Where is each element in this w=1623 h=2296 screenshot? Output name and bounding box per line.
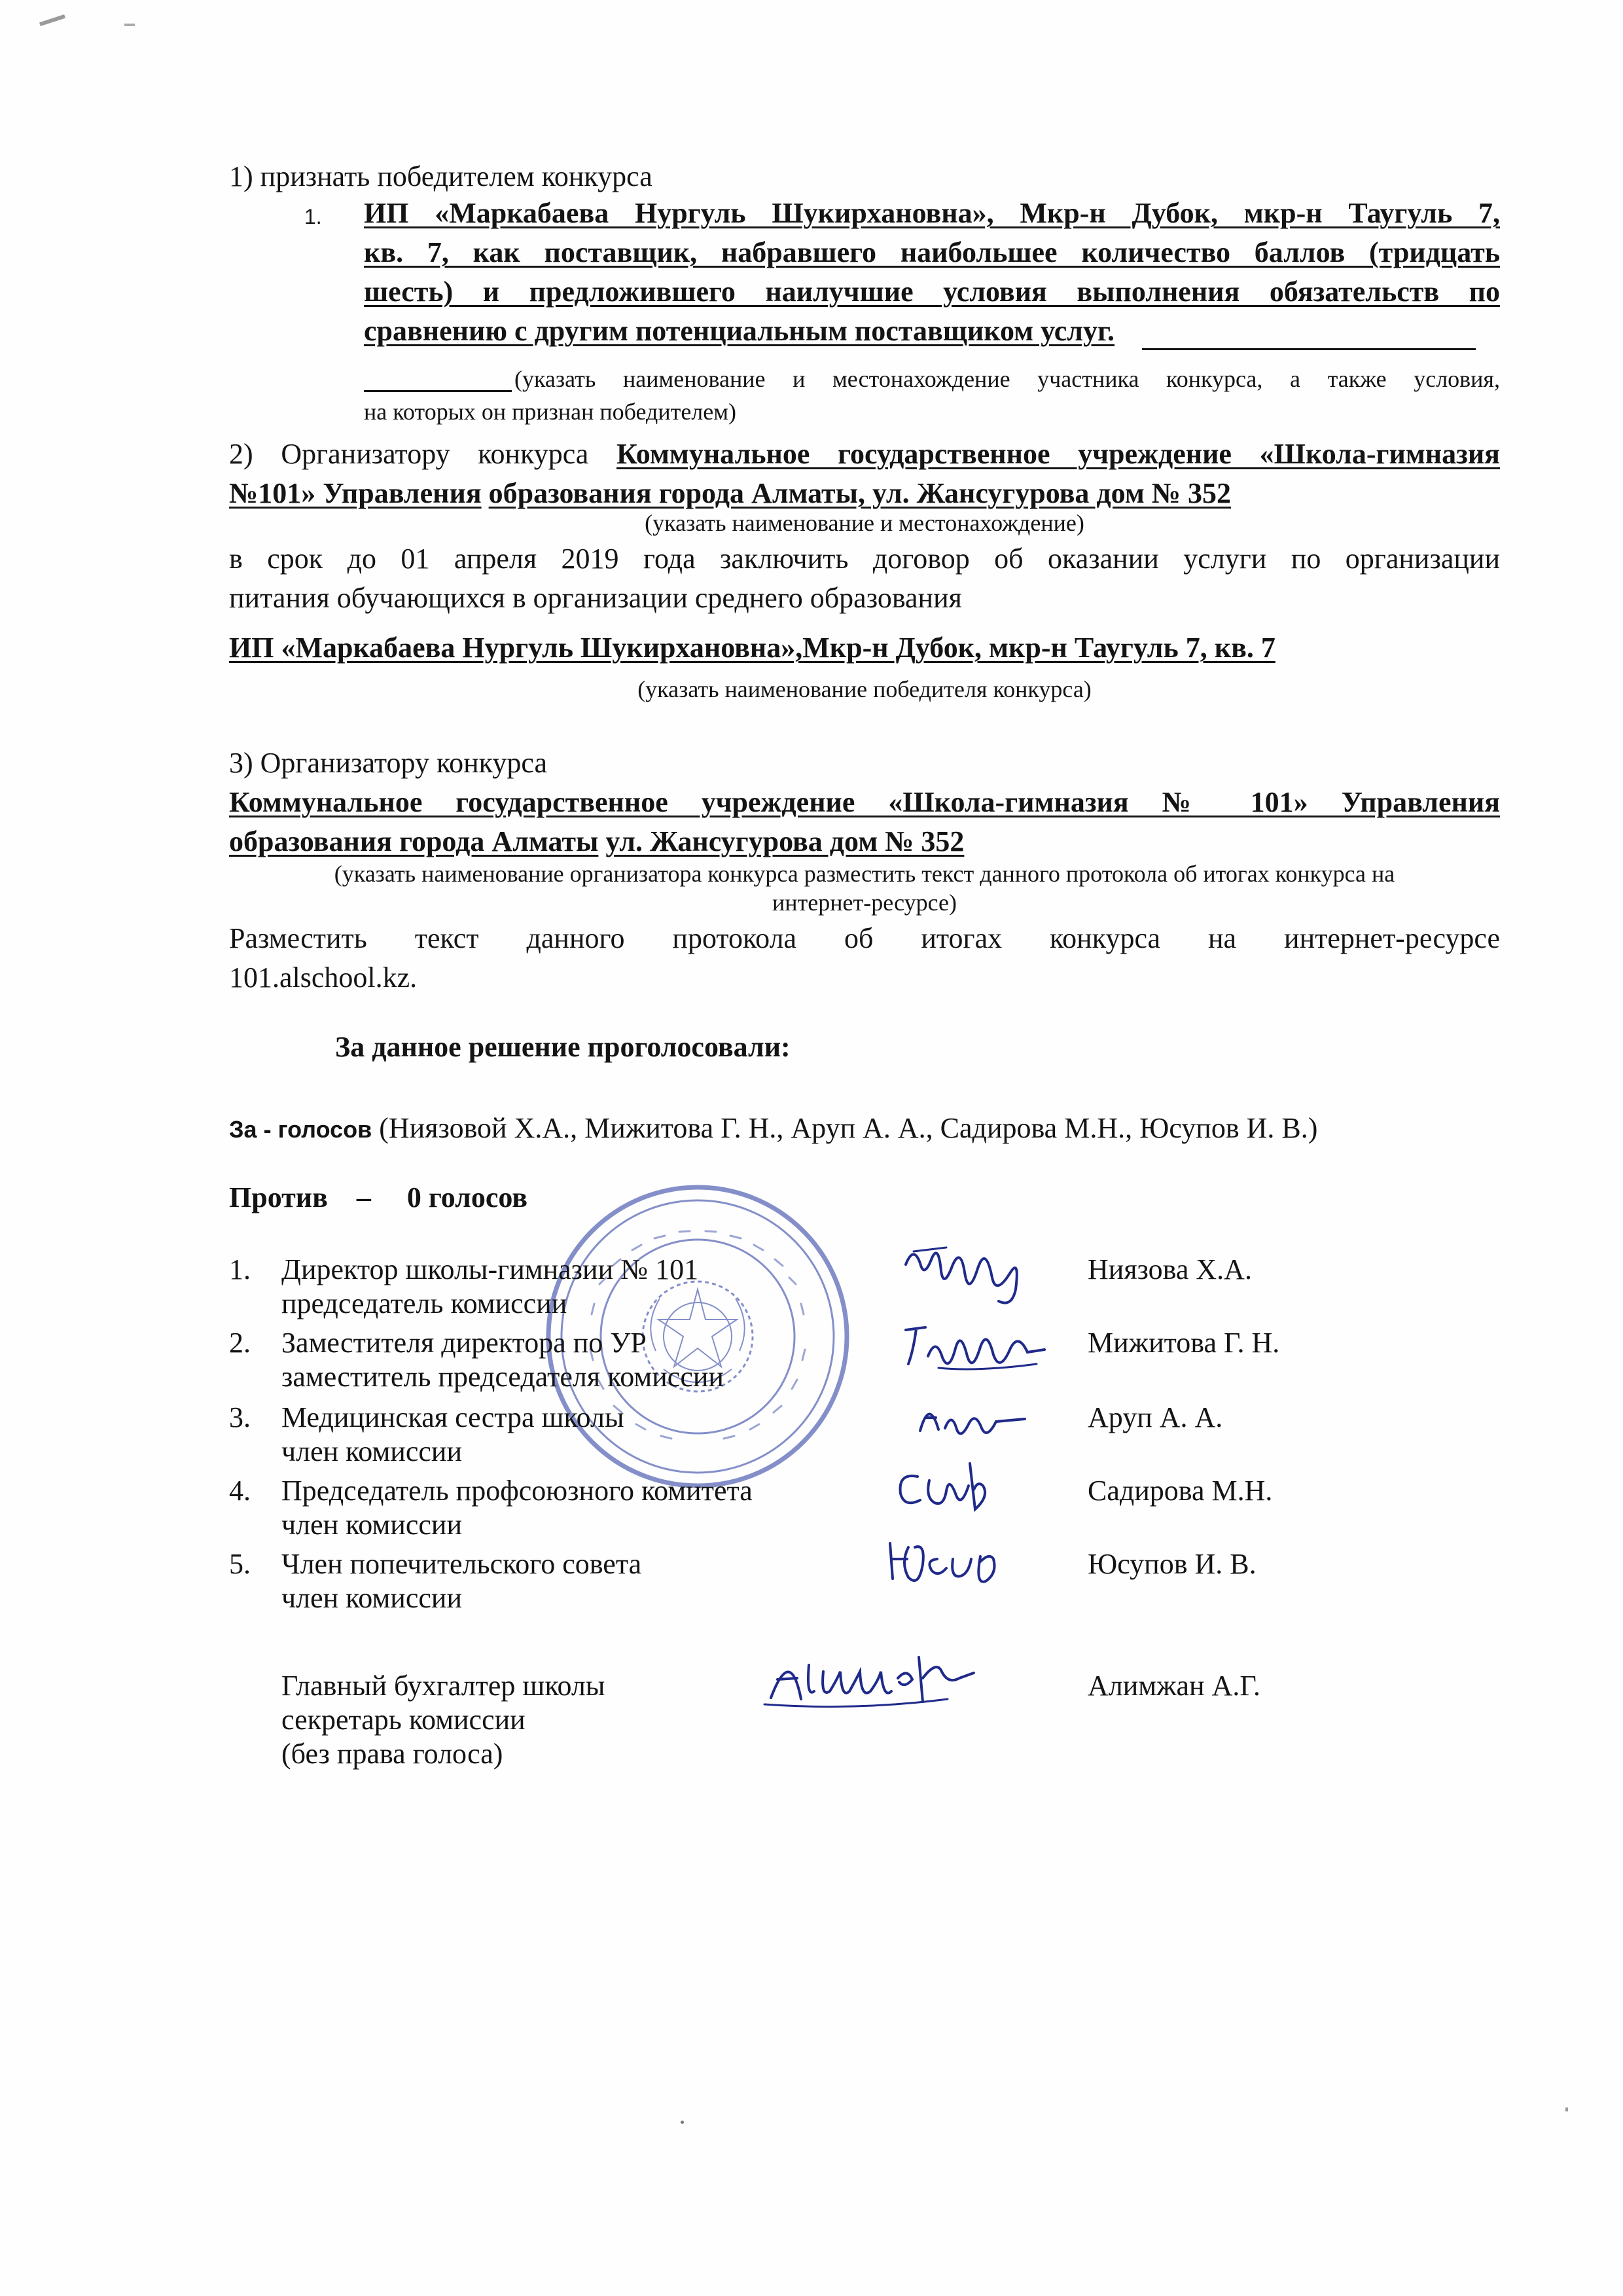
signature-number: 3. [229, 1401, 251, 1433]
item2-organizer-line-1: Коммунальное государственное учреждение «Школа-гимназия [616, 438, 1500, 470]
scan-speck [1565, 2108, 1568, 2111]
handwritten-signature [914, 1391, 1031, 1444]
item1-sub-number: 1. [304, 205, 322, 228]
item2-winner-row [229, 628, 1275, 668]
fill-underline [1142, 348, 1476, 350]
fill-underline-short [364, 390, 512, 392]
signature-role-line-1: Председатель профсоюзного комитета [281, 1475, 753, 1507]
hint-3: (указать наименование победителя конкурса) [637, 676, 1092, 702]
item2-label: 2) Организатору конкурса [229, 438, 617, 470]
signature-role-line-2: заместитель председателя комиссии [281, 1361, 724, 1393]
signature-role-line-2: председатель комиссии [281, 1287, 567, 1319]
signature-number: 2. [229, 1327, 251, 1359]
voting-heading: За данное решение проголосовали: [335, 1031, 791, 1063]
item2-text-line-2: питания обучающихся в организации среднего образования [229, 582, 962, 614]
voting-against: Против – 0 голосов [229, 1181, 528, 1213]
winner-line-4-row [364, 312, 1476, 351]
signature-role [281, 1401, 870, 1469]
signature-name: Аруп А. А. [1088, 1401, 1223, 1433]
voting-for-names: (Ниязовой Х.А., Мижитова Г. Н., Аруп А. А., Садирова М.Н., Юсупов И. В.) [372, 1112, 1318, 1144]
item3-organizer-line-2a: образования города Алматы [229, 825, 599, 857]
item2-organizer-line-2b: образования города Алматы, ул. Жансугурова дом № 352 [488, 477, 1232, 509]
scan-speck [124, 24, 135, 26]
item3-organizer-line-2b: ул. Жансугурова дом № 352 [605, 825, 965, 857]
winner-line-4: сравнению с другим потенциальным поставщиком услуг. [364, 315, 1115, 347]
scan-speck [39, 14, 65, 26]
item2-line-2 [229, 474, 1231, 513]
winner-line-3: шесть) и предложившего наилучшие условия выполнения обязательств по [364, 276, 1500, 308]
item3-organizer-line-1: Коммунальное государственное учреждение «Школа-гимназия № 101» Управления [229, 786, 1500, 818]
signature-role-line-2: член комиссии [281, 1435, 463, 1467]
hint-1-line-2: на которых он признан победителем) [364, 399, 737, 425]
signature-role-line-1: Директор школы-гимназии № 101 [281, 1253, 699, 1285]
signature-role-line-2: член комиссии [281, 1509, 463, 1541]
hint-4-line-1: (указать наименование организатора конкурса разместить текст данного протокола об итогах конкурса на [334, 861, 1395, 887]
secretary-role-line-1: Главный бухгалтер школы [281, 1670, 605, 1702]
secretary-name: Алимжан А.Г. [1088, 1670, 1260, 1702]
item2-line-1 [229, 435, 1500, 474]
hint-2: (указать наименование и местонахождение) [645, 510, 1084, 536]
voting-for-row [229, 1109, 1317, 1149]
item1-label: 1) признать победителем конкурса [229, 160, 652, 192]
hint-1-line-1: (указать наименование и местонахождение участника конкурса, а также условия, [514, 366, 1500, 392]
item2-text-line-1: в срок до 01 апреля 2019 года заключить договор об оказании услуги по организации [229, 543, 1500, 575]
signature-role-line-1: Заместителя директора по УР [281, 1327, 647, 1359]
signature-role [281, 1253, 870, 1321]
item3-text-line-1: Разместить текст данного протокола об итогах конкурса на интернет-ресурсе [229, 922, 1500, 954]
signature-role-line-2: член комиссии [281, 1582, 463, 1614]
secretary-role-line-3: (без права голоса) [281, 1738, 503, 1770]
item3-organizer-line-2-row [229, 822, 964, 861]
item3-text-line-2: 101.alschool.kz. [229, 961, 418, 994]
winner-line-1: ИП «Маркабаева Нургуль Шукирхановна», Мкр-н Дубок, мкр-н Таугуль 7, [364, 197, 1500, 229]
item2-winner: ИП «Маркабаева Нургуль Шукирхановна»,Мкр-н Дубок, мкр-н Таугуль 7, кв. 7 [229, 632, 1275, 664]
voting-for-label: За - голосов [229, 1116, 372, 1143]
winner-line-2: кв. 7, как поставщик, набравшего наибольшее количество баллов (тридцать [364, 236, 1500, 268]
signature-role-line-1: Член попечительского совета [281, 1548, 642, 1580]
handwritten-signature [891, 1457, 1003, 1516]
signature-role [281, 1474, 870, 1542]
winner-block [364, 194, 1500, 312]
signature-name: Мижитова Г. Н. [1088, 1327, 1280, 1359]
handwritten-signature [901, 1238, 1031, 1310]
scan-speck [681, 2121, 684, 2124]
signature-number: 4. [229, 1475, 251, 1507]
signature-number: 1. [229, 1253, 251, 1285]
handwritten-signature [882, 1530, 1020, 1589]
signature-name: Ниязова Х.А. [1088, 1253, 1252, 1285]
item3-label: 3) Организатору конкурса [229, 747, 547, 779]
handwritten-signature [751, 1639, 987, 1717]
item2-organizer-line-2a: №101» Управления [229, 477, 482, 509]
signature-number: 5. [229, 1548, 251, 1580]
signature-role [281, 1326, 870, 1394]
signature-name: Садирова М.Н. [1088, 1475, 1273, 1507]
hint-4-line-2: интернет-ресурсе) [772, 889, 957, 916]
signature-role [281, 1547, 870, 1615]
item3-organizer-line-1-row [229, 783, 1500, 822]
signature-role-line-1: Медицинская сестра школы [281, 1401, 624, 1433]
handwritten-signature [899, 1310, 1050, 1376]
signature-name: Юсупов И. В. [1088, 1548, 1257, 1580]
secretary-role-line-2: секретарь комиссии [281, 1704, 526, 1736]
